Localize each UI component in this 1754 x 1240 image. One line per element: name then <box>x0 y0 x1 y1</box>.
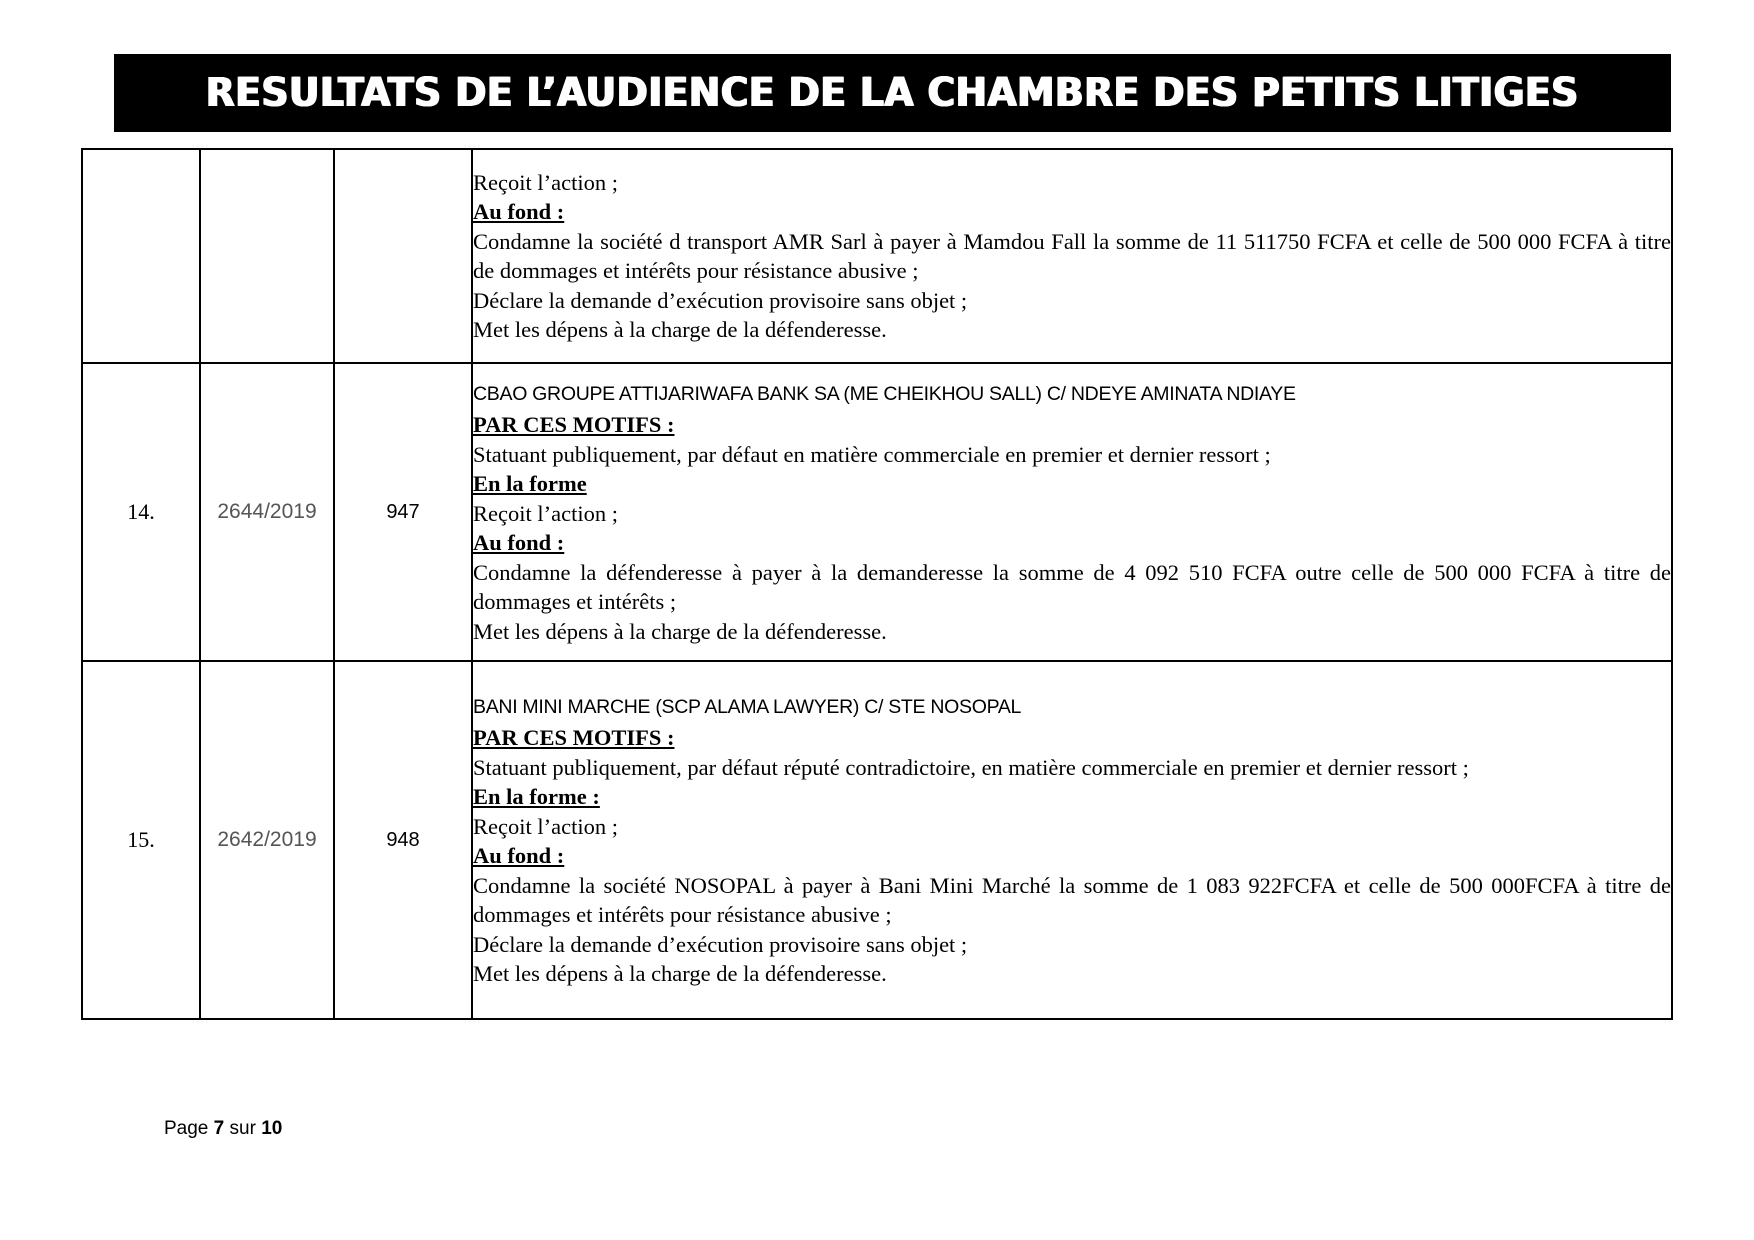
results-table-body <box>82 149 1672 1019</box>
decision-line: Condamne la société NOSOPAL à payer à Bani Mini Marché la somme de 1 083 922FCFA et celle de 500 000FCFA à titre de dommages et intérêts pour résistance abusive ; <box>473 872 1671 928</box>
decision-line: Statuant publiquement, par défaut en matière commerciale en premier et dernier ressort ; <box>473 441 1271 467</box>
case-number: 14. <box>82 363 200 661</box>
case-parties: CBAO GROUPE ATTIJARIWAFA BANK SA (ME CHEIKHOU SALL) C/ NDEYE AMINATA NDIAYE <box>473 383 1296 405</box>
decision-heading: En la forme : <box>473 784 600 810</box>
case-judgment-number: 947 <box>334 363 472 661</box>
decision-heading: Au fond : <box>473 530 565 555</box>
case-row <box>82 661 1672 1019</box>
case-rg-number: 2644/2019 <box>200 363 334 661</box>
decision-line: Met les dépens à la charge de la défenderesse. <box>473 961 887 987</box>
decision-line: Reçoit l’action ; <box>473 169 618 195</box>
case-rg-number: 2642/2019 <box>200 661 334 1019</box>
case-number <box>82 149 200 363</box>
decision-line: Met les dépens à la charge de la défenderesse. <box>473 317 887 342</box>
case-judgment-number: 948 <box>334 661 472 1019</box>
case-decision-text <box>472 363 1672 661</box>
decision-heading: Au fond : <box>473 199 565 224</box>
header-banner <box>114 54 1671 132</box>
page-title: RESULTATS DE L’AUDIENCE DE LA CHAMBRE DES PETITS LITIGES <box>206 70 1579 116</box>
page-total: 10 <box>261 1118 283 1139</box>
decision-line: Déclare la demande d’exécution provisoire sans objet ; <box>473 931 968 957</box>
decision-heading: Au fond : <box>473 843 565 869</box>
decision-heading: PAR CES MOTIFS : <box>473 412 675 437</box>
decision-line: Déclare la demande d’exécution provisoire sans objet ; <box>473 287 968 313</box>
case-rg-number <box>200 149 334 363</box>
case-row <box>82 363 1672 661</box>
decision-line: Condamne la société d transport AMR Sarl à payer à Mamdou Fall la somme de 11 511750 FCFA et celle de 500 000 FCFA à titre de dommages et intérêts pour résistance abusive ; <box>473 228 1671 283</box>
decision-line: Met les dépens à la charge de la défenderesse. <box>473 618 887 644</box>
decision-line: Reçoit l’action ; <box>473 500 618 526</box>
page-current: 7 <box>213 1118 225 1139</box>
results-table <box>81 148 1673 1020</box>
case-row <box>82 149 1672 363</box>
case-decision-text <box>472 149 1672 363</box>
case-judgment-number <box>334 149 472 363</box>
case-decision-text <box>472 661 1672 1019</box>
decision-line: Reçoit l’action ; <box>473 813 618 839</box>
page-label: Page <box>164 1118 209 1139</box>
decision-heading: PAR CES MOTIFS : <box>473 725 675 751</box>
decision-line: Statuant publiquement, par défaut réputé contradictoire, en matière commerciale en premier et dernier ressort ; <box>473 754 1469 780</box>
decision-heading: En la forme <box>473 471 587 496</box>
case-parties: BANI MINI MARCHE (SCP ALAMA LAWYER) C/ STE NOSOPAL <box>473 696 1022 719</box>
decision-line: Condamne la défenderesse à payer à la demanderesse la somme de 4 092 510 FCFA outre celle de 500 000 FCFA à titre de dommages et intérêts ; <box>473 559 1671 614</box>
case-number: 15. <box>82 661 200 1019</box>
page-sep: sur <box>229 1118 256 1139</box>
page-footer <box>164 1118 282 1140</box>
